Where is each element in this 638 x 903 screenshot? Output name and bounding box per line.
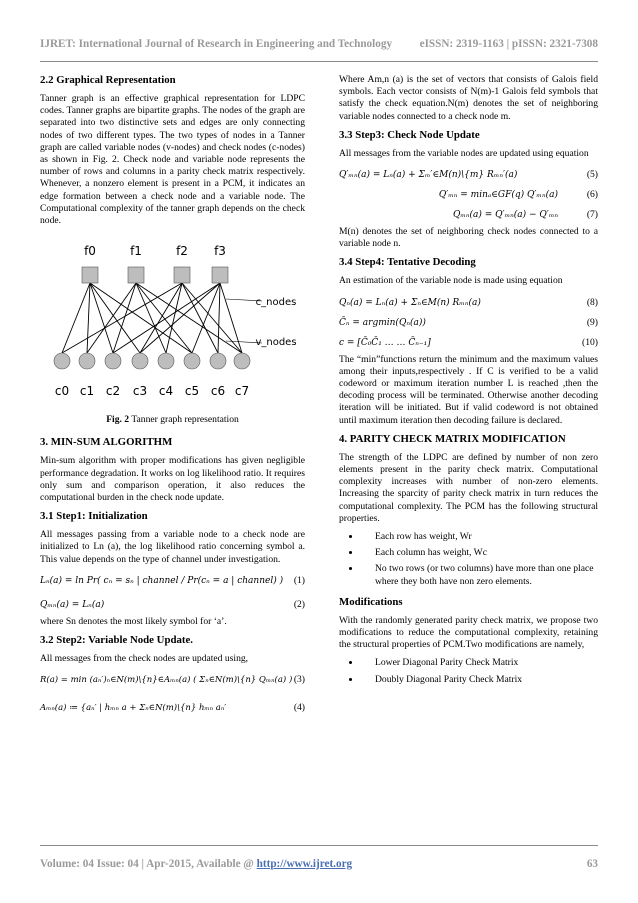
- equation-1: Lₙ(a) = ln Pr( cₙ = sₙ | channel / Pr(cₙ = a | channel) ) (1): [40, 574, 305, 586]
- equation-9: C̄ₙ = argmin(Qₙ(a)) (9): [339, 316, 598, 328]
- section-3-4-after: The “min”functions return the minimum and the maximum values among their inputs,respectively . If C is verified to be a valid codeword or maximum iteration number L is reached ,then the decoding process will be terminated. Otherwise another decoding iteration will be initiated. But if valid codeword is not obtained until maximum iteration then decoding failure is declared.: [339, 353, 598, 426]
- tanner-edge: [220, 283, 242, 353]
- section-3-3-after: M(n) denotes the set of neighboring check nodes connected to a variable node n.: [339, 226, 598, 250]
- section-4-body: The strength of the LDPC are defined by number of non zero elements present in the parity check matrix. Computational complexity increases with number of non-zero elements. Increasing the sparcity of parity check matrix in turn reduces the computational complexity. The PCM has the following structural properties.: [339, 451, 598, 524]
- journal-link[interactable]: http://www.ijret.org: [256, 858, 353, 870]
- tanner-edge: [87, 283, 90, 353]
- section-3-2-title: 3.2 Step2: Variable Node Update.: [40, 634, 193, 647]
- tanner-edge: [90, 283, 113, 353]
- left-column: [40, 74, 305, 719]
- right-intro: Where Am,n (a) is the set of vectors that consists of Galois field symbols. Each vector consists of N(m)-1 Galois feld symbols that satisfy the check equation.N(m) denotes the set of neighboring variable nodes connected to a check node m.: [339, 74, 598, 122]
- caption-text: Tanner graph representation: [129, 414, 239, 426]
- equation-6: Q′ₘₙ = minₐ∈GF(q) Q′ₘₙ(a) (6): [438, 189, 598, 201]
- equation-10: c = [C̄₀C̄₁ … … C̄ₙ₋₁] (10): [339, 336, 598, 348]
- variable-node: [210, 353, 226, 369]
- tanner-edge: [192, 283, 220, 353]
- right-column: [339, 74, 598, 694]
- section-3-3-body: All messages from the variable nodes are updated using equation: [339, 147, 589, 159]
- check-node-label: f0: [84, 244, 96, 259]
- variable-node-label: c2: [105, 384, 121, 399]
- section-3-1-body: All messages passing from a variable node to a check node are initialized to Ln (a), the log likelihood ratio concerning symbol a. This value depends on the type of channel under investigation.: [40, 529, 305, 565]
- equation-3: R(a) = min (aₙ′)ₙ∈N(m)\{n}∈Aₘₙ(a) ( Σₙ∈N(m)\{n} Qₘₙ(a) ) (3): [40, 674, 305, 686]
- page-footer: [40, 858, 598, 874]
- section-3-1-after: where Sn denotes the most likely symbol for ‘a’.: [40, 615, 227, 627]
- pcm-properties-list: [339, 531, 598, 588]
- check-node: [128, 267, 144, 283]
- variable-node: [158, 353, 174, 369]
- section-2-2-title: 2.2 Graphical Representation: [40, 74, 176, 86]
- list-item: • Doubly Diagonal Parity Check Matrix: [361, 674, 598, 686]
- section-2-2-body: Tanner graph is an effective graphical representation for LDPC codes. Tanner graphs are bipartite graphs. The nodes of the graph are separated into two distinctive sets and edges are only connecting nodes of two different types. The two types of nodes in a Tanner graph are called variable nodes (v-nodes) and check nodes (c-nodes) as shown in Fig. 2. Check node and variable node represents the number of rows and columns in a parity check matrix respectively. Whenever, a nonzero element is present in a PCM, it indicates an edge formation between a check node and a variable node. The Computational complexity of the tanner graph depends on the check node.: [40, 93, 305, 227]
- figure-caption: [40, 414, 305, 426]
- section-3-2-body: All messages from the check nodes are updated using,: [40, 653, 249, 665]
- page-number: 63: [586, 858, 598, 870]
- variable-node: [132, 353, 148, 369]
- variable-node-label: c6: [210, 384, 226, 399]
- variable-node-label: c1: [79, 384, 95, 399]
- footer-volume: Volume: 04 Issue: 04 | Apr-2015, Available @ http://www.ijret.org: [40, 858, 353, 870]
- check-node-label: f3: [214, 244, 226, 259]
- tanner-edge: [218, 283, 220, 353]
- tanner-graph: [40, 233, 305, 408]
- header-rule: [40, 61, 598, 62]
- variable-node: [184, 353, 200, 369]
- modifications-body: With the randomly generated parity check matrix, we propose two modifications to reduce the computational complexity, retaining the structural properties of PCM.Two modifications are namely,: [339, 614, 598, 651]
- variable-node-label: c5: [184, 384, 200, 399]
- page-header: [40, 38, 598, 54]
- section-3-3-title: 3.3 Step3: Check Node Update: [339, 128, 480, 141]
- variable-node-label: c7: [234, 384, 250, 399]
- modifications-list: [339, 657, 598, 685]
- variable-node: [79, 353, 95, 369]
- c-nodes-label: c_nodes: [255, 297, 297, 309]
- equation-5: Q′ₘₙ(a) = Lₙ(a) + Σₘ′∈M(n)\{m} Rₘₙ′(a) (5): [339, 169, 598, 181]
- issn: eISSN: 2319-1163 | pISSN: 2321-7308: [419, 38, 598, 50]
- section-3-4-title: 3.4 Step4: Tentative Decoding: [339, 256, 476, 269]
- list-item: • No two rows (or two columns) have more than one place where they both have non zero elements.: [361, 563, 598, 587]
- tanner-edge: [182, 283, 218, 353]
- footer-rule: [40, 845, 598, 846]
- list-item: • Each column has weight, Wc: [361, 547, 598, 559]
- list-item: • Lower Diagonal Parity Check Matrix: [361, 657, 598, 669]
- section-3-body: Min-sum algorithm with proper modifications has given negligible performance degradation. It works on log likelihood ratio. It requires only sum and comparison operation, it also reduces the computational burden in the check node update.: [40, 455, 305, 504]
- tanner-edge: [90, 283, 192, 353]
- variable-node: [105, 353, 121, 369]
- section-4-title: 4. PARITY CHECK MATRIX MODIFICATION: [339, 432, 566, 445]
- check-node: [82, 267, 98, 283]
- check-node-label: f1: [130, 244, 142, 259]
- equation-2: Qₘₙ(a) = Lₙ(a) (2): [40, 598, 305, 610]
- equation-7: Qₘₙ(a) = Q′ₘₙ(a) − Q′ₘₙ (7): [452, 209, 598, 221]
- caption-number: Fig. 2: [106, 414, 130, 426]
- tanner-edge: [182, 283, 242, 353]
- tanner-graph-figure: [40, 233, 305, 408]
- equation-8: Qₙ(a) = Lₙ(a) + Σₙ∈M(n) Rₘₙ(a) (8): [339, 296, 598, 308]
- variable-node-label: c3: [132, 384, 148, 399]
- section-3-4-body: An estimation of the variable node is made using equation: [339, 275, 563, 287]
- tanner-edge: [140, 283, 182, 353]
- section-3-title: 3. MIN-SUM ALGORITHM: [40, 436, 173, 449]
- equation-4: Aₘₙ(a) ≔ {aₙ′ | hₘₙ a + Σₙ∈N(m)\{n} hₘₙ aₙ′ (4): [40, 702, 305, 714]
- journal-name: IJRET: International Journal of Research in Engineering and Technology: [40, 38, 393, 50]
- check-node: [212, 267, 228, 283]
- variable-node-label: c4: [158, 384, 174, 399]
- tanner-edge: [62, 283, 90, 353]
- list-item: • Each row has weight, Wr: [361, 531, 598, 543]
- v-nodes-label: v_nodes: [255, 337, 297, 349]
- check-node-label: f2: [176, 244, 188, 259]
- check-node: [174, 267, 190, 283]
- section-3-1-title: 3.1 Step1: Initialization: [40, 510, 148, 523]
- variable-node: [234, 353, 250, 369]
- variable-node: [54, 353, 70, 369]
- modifications-title: Modifications: [339, 595, 403, 608]
- variable-node-label: c0: [54, 384, 70, 399]
